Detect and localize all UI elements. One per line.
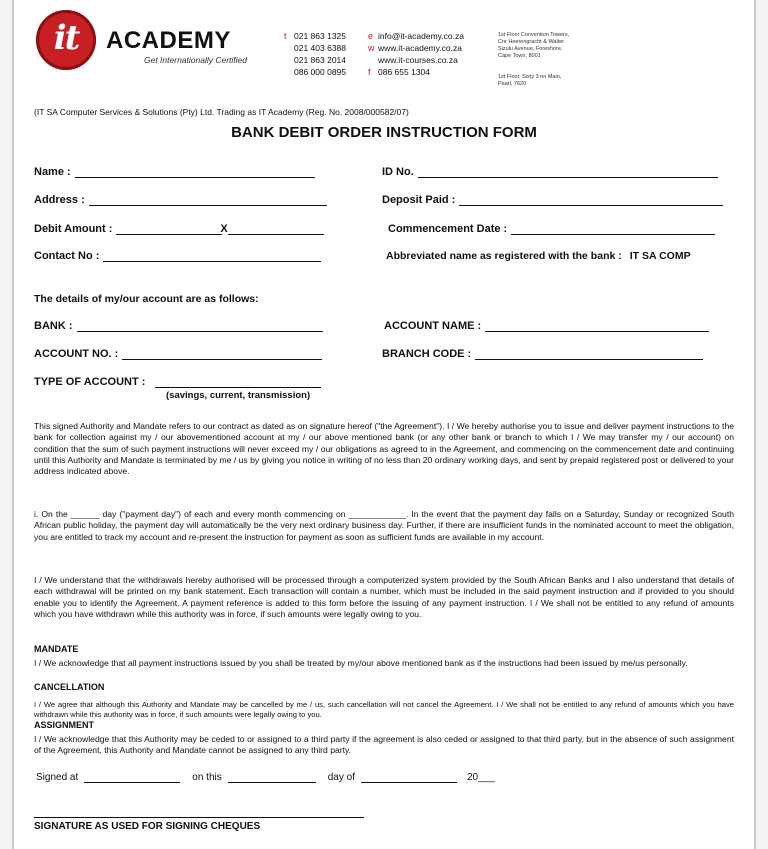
debit-input-2[interactable] <box>228 223 324 235</box>
form-page <box>12 0 756 849</box>
address-field <box>34 194 327 206</box>
details-heading: The details of my/our account are as follows: <box>34 293 259 305</box>
on-this-input[interactable] <box>228 771 316 783</box>
branch-code-label: BRANCH CODE : <box>382 348 472 360</box>
account-name-field <box>384 320 709 332</box>
type-hint: (savings, current, transmission) <box>166 390 311 401</box>
debit-input-1[interactable] <box>116 223 222 235</box>
cancellation-heading: CANCELLATION <box>34 682 105 692</box>
abbrev-field <box>386 250 691 262</box>
branch-code-input[interactable] <box>475 348 703 360</box>
bank-input[interactable] <box>77 320 323 332</box>
account-name-input[interactable] <box>485 320 709 332</box>
assignment-text: I / We acknowledge that this Authority may be ceded to or assigned to a third party if the agreement is also ceded or assigned to that third party, but in the absence of such assignment of the Agreement, this Authority and Mandate cannot be assigned to any third party. <box>34 734 734 756</box>
signed-line <box>36 771 495 783</box>
account-name-label: ACCOUNT NAME : <box>384 320 482 332</box>
on-this-label: on this <box>192 772 222 783</box>
bank-label: BANK : <box>34 320 73 332</box>
mandate-heading: MANDATE <box>34 644 79 654</box>
it-logo <box>36 10 96 70</box>
signature-line[interactable] <box>34 817 364 818</box>
id-label: ID No. <box>382 166 414 178</box>
account-no-field <box>34 348 322 360</box>
abbrev-label: Abbreviated name as registered with the bank : <box>386 250 622 262</box>
company-line: (IT SA Computer Services & Solutions (Pty) Ltd. Trading as IT Academy (Reg. No. 2008/000582/07) <box>34 107 409 117</box>
debit-label: Debit Amount : <box>34 223 113 235</box>
commencement-input[interactable] <box>511 223 715 235</box>
id-input[interactable] <box>418 166 718 178</box>
signed-at-label: Signed at <box>36 772 79 783</box>
contact-field <box>34 250 321 262</box>
debit-amount-field <box>34 223 324 235</box>
type-label: TYPE OF ACCOUNT : <box>34 376 146 388</box>
payment-day-paragraph: i. On the ______ day ("payment day") of each and every month commencing on ____________. In the event that the payment day falls on a Saturday, Sunday or recognized South African public holiday, the payment day will automatically be the very next ordinary business day. Further, if there are insufficient funds in the nominated account to meet the obligation, you are entitled to track my account and re-present the instruction for payment as soon as sufficient funds are available in my account. <box>34 509 734 542</box>
signed-at-input[interactable] <box>84 771 180 783</box>
phone-icon: t <box>284 31 287 41</box>
phone-1: 021 863 1325 <box>294 31 346 41</box>
type-input[interactable] <box>155 376 321 388</box>
name-input[interactable] <box>75 166 315 178</box>
form-title: BANK DEBIT ORDER INSTRUCTION FORM <box>231 124 537 141</box>
type-field <box>34 376 321 388</box>
deposit-field <box>382 194 723 206</box>
address-block-2: 1st Floor, Sixty 3 on Main, Paarl, 7620 <box>498 74 562 87</box>
phone-list <box>284 30 346 78</box>
fax-icon: f <box>368 67 371 77</box>
agreement-paragraph: This signed Authority and Mandate refers to our contract as dated as on signature hereof ("the Agreement"). I / We hereby authorise you to issue and deliver payment instructions to the bank for collection against my / our abovementioned account at my / our above mentioned bank (or any other bank or branch to which I / We may transfer my / our account) on condition that the sum of such payment instructions will never exceed my / our obligations as agreed to in the Agreement, and commencing on the commencement date and continuing until this Authority and Mandate is terminated by me / us by giving you notice in writing of no less than 20 ordinary working days, and sent by prepaid registered post or delivered to your address indicated above. <box>34 421 734 477</box>
name-field <box>34 166 315 178</box>
fax-number: 086 655 1304 <box>378 67 430 77</box>
online-contact-list <box>368 30 464 78</box>
brand-name: ACADEMY <box>106 27 231 54</box>
assignment-heading: ASSIGNMENT <box>34 720 95 730</box>
email-link[interactable]: info@it-academy.co.za <box>378 31 464 41</box>
address-block-1: 1st Floor Convention Towers, Cnr Heerengracht & Walter Sizulu Avenue, Foreshore, Cape Town, 8001 <box>498 32 570 59</box>
debit-x-mark: X <box>220 223 228 235</box>
account-no-label: ACCOUNT NO. : <box>34 348 119 360</box>
commencement-field <box>388 223 715 235</box>
commencement-label: Commencement Date : <box>388 223 508 235</box>
tagline: Get Internationally Certified <box>144 55 247 65</box>
phone-3: 021 863 2014 <box>294 55 346 65</box>
contact-input[interactable] <box>103 250 321 262</box>
mandate-text: I / We acknowledge that all payment instructions issued by you shall be treated by my/our above mentioned bank as if the instructions had been issued by me/us personally. <box>34 658 688 668</box>
id-field <box>382 166 718 178</box>
cancellation-text: I / We agree that although this Authority and Mandate may be cancelled by me / us, such cancellation will not cancel the Agreement. I / We shall not be entitled to any refund of amounts which you have withdrawn while this authority was in force, if such amounts were legally owing to you. <box>34 700 734 719</box>
address-label: Address : <box>34 194 85 206</box>
name-label: Name : <box>34 166 71 178</box>
website-link-2[interactable]: www.it-courses.co.za <box>378 55 458 65</box>
deposit-input[interactable] <box>459 194 723 206</box>
address-input[interactable] <box>89 194 327 206</box>
contact-label: Contact No : <box>34 250 100 262</box>
web-icon: w <box>368 43 375 53</box>
deposit-label: Deposit Paid : <box>382 194 456 206</box>
year-input[interactable]: 20___ <box>466 772 495 783</box>
account-no-input[interactable] <box>122 348 322 360</box>
email-icon: e <box>368 31 374 41</box>
withdrawal-paragraph: I / We understand that the withdrawals hereby authorised will be processed through a computerized system provided by the South African Banks and I also understand that details of each withdrawal will be printed on my bank statement. Each transaction will contain a number, which must be included in the said payment instruction and if provided to you should enable you to identify the Agreement. A payment reference is added to this form before the issuing of any payment instruction. I / We shall not be entitled to any refund of amounts which you have withdrawn while this authority was in force, if such amounts were legally owing to you. <box>34 575 734 619</box>
phone-4: 086 000 0895 <box>294 67 346 77</box>
signature-label: SIGNATURE AS USED FOR SIGNING CHEQUES <box>34 821 261 832</box>
day-of-label: day of <box>327 772 355 783</box>
bank-field <box>34 320 323 332</box>
branch-code-field <box>382 348 703 360</box>
abbrev-value: IT SA COMP <box>629 250 691 262</box>
website-link-1[interactable]: www.it-academy.co.za <box>378 43 462 53</box>
logo-text: it <box>53 18 79 58</box>
phone-2: 021 403 6388 <box>294 43 346 53</box>
day-of-input[interactable] <box>361 771 457 783</box>
